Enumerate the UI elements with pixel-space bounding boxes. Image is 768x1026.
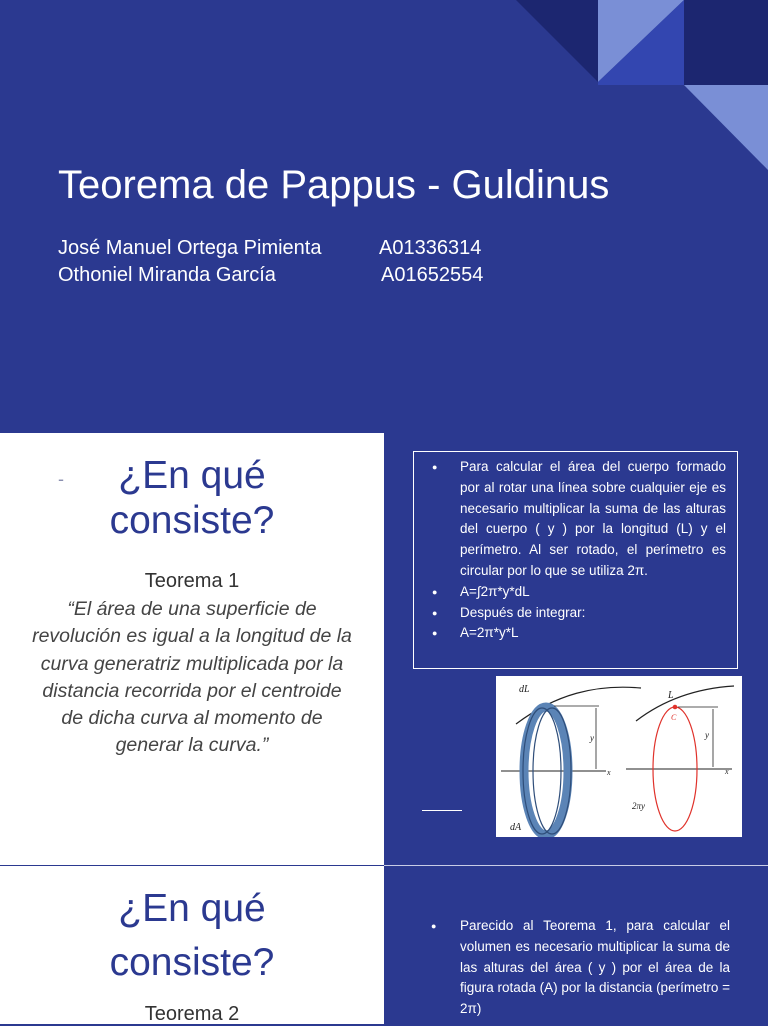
bullet-item: ● Parecido al Teorema 1, para calcular el volumen es necesario multiplicar la suma de las alturas del área ( y ) por el área de la figura rotada (A) por la distancia (perímetro = 2π) xyxy=(413,916,730,1020)
bullet-item: ● A=∫2π*y*dL xyxy=(414,582,726,603)
figure-label-x: x xyxy=(607,768,611,777)
figure-label-L: L xyxy=(668,690,674,701)
bullet-list xyxy=(413,916,730,1020)
author-id: A01652554 xyxy=(381,264,484,286)
left-panel xyxy=(0,866,384,1024)
author-id: A01336314 xyxy=(379,237,482,259)
question-heading-line2: consiste? xyxy=(109,941,275,984)
theorem-label: Teorema 1 xyxy=(144,570,240,592)
author-name: Othoniel Miranda García xyxy=(58,264,276,286)
question-heading-line1: ¿En qué xyxy=(118,454,266,497)
figure-label-ybar: y xyxy=(705,730,709,740)
theorem-1-slide xyxy=(0,433,768,865)
figure-label-dA: dA xyxy=(510,822,522,833)
figure-label-perimeter: 2πy xyxy=(632,801,646,811)
bullet-item: ● Después de integrar: xyxy=(414,603,726,624)
bullet-list xyxy=(414,457,726,644)
question-heading-line2: consiste? xyxy=(109,499,275,542)
theorem-2-explanation xyxy=(413,916,730,1020)
theorem-label: Teorema 2 xyxy=(144,1003,240,1025)
explanation-box xyxy=(413,451,738,669)
theorem-quote: “El área de una superficie de revolución es igual a la longitud de la curva generatriz multiplicada por la distancia recorrida por el centroide de dicha curva al momento de generar la curva.” xyxy=(32,598,352,757)
figure-label-y: y xyxy=(590,733,594,743)
title-slide xyxy=(0,0,768,433)
question-heading-line1: ¿En qué xyxy=(118,887,266,930)
theorem-2-slide xyxy=(0,866,768,1024)
short-rule xyxy=(422,810,462,811)
author-name: José Manuel Ortega Pimienta xyxy=(58,237,322,259)
dash-marker: - xyxy=(58,469,64,489)
bullet-item: ● Para calcular el área del cuerpo formado por al rotar una línea sobre cualquier eje es necesario multiplicar la suma de las alturas del cuerpo ( y ) por la longitud (L) y el perímetro. Al ser rotado, el perímetro es circular por lo que se utiliza 2π. xyxy=(414,457,726,582)
figure-label-x2: x xyxy=(725,767,729,776)
figure-label-C: C xyxy=(671,713,677,722)
corner-decoration xyxy=(0,0,768,433)
figure-label-dL: dL xyxy=(519,684,530,695)
surface-of-revolution-figure xyxy=(496,676,742,837)
deco-triangle-pale xyxy=(684,85,768,170)
presentation-title: Teorema de Pappus - Guldinus xyxy=(58,163,610,207)
left-panel xyxy=(0,433,384,865)
deco-triangle-dark xyxy=(516,0,598,82)
deco-square-dark xyxy=(684,0,768,85)
bullet-item: ● A=2π*y*L xyxy=(414,623,726,644)
